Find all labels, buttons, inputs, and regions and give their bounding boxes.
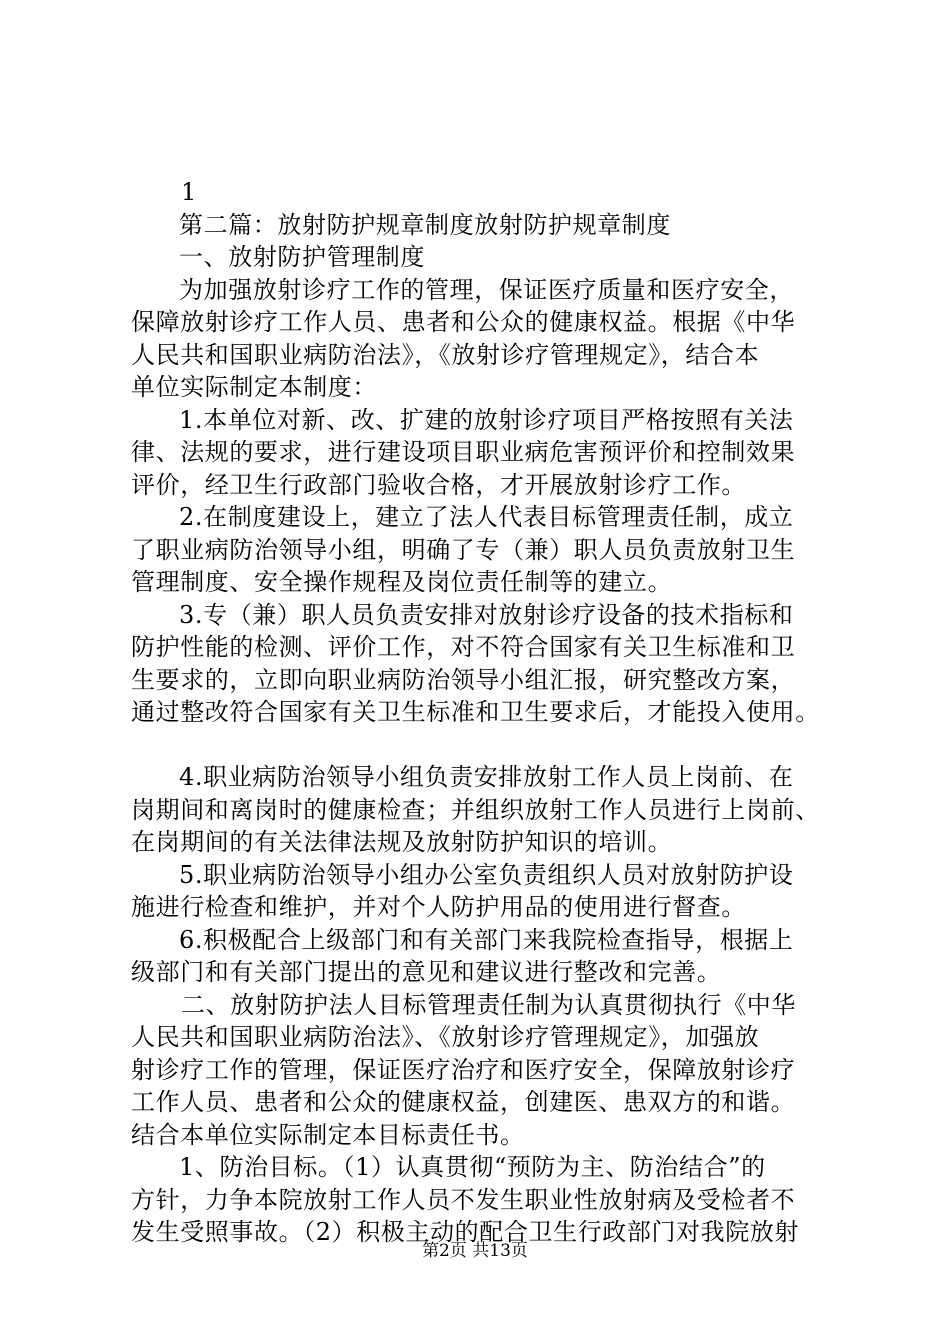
paragraph-line: 5.职业病防治领导小组办公室负责组织人员对放射防护设 [179, 860, 794, 889]
paragraph-line: 生要求的，立即向职业病防治领导小组汇报，研究整改方案， [131, 665, 796, 694]
paragraph-line: 在岗期间的有关法律法规及放射防护知识的培训。 [131, 828, 673, 856]
paragraph-line: 评价，经卫生行政部门验收合格，才开展放射诊疗工作。 [131, 470, 746, 499]
paragraph-line: 岗期间和离岗时的健康检查；并组织放射工作人员进行上岗前、 [131, 795, 820, 824]
paragraph-line: 方针，力争本院放射工作人员不发生职业性放射病及受检者不 [131, 1185, 796, 1214]
paragraph-line: 防护性能的检测、评价工作，对不符合国家有关卫生标准和卫 [131, 633, 796, 661]
paragraph-line: 4.职业病防治领导小组负责安排放射工作人员上岗前、在 [179, 763, 794, 791]
paragraph-line: 单位实际制定本制度： [131, 373, 377, 401]
paragraph-line: 保障放射诊疗工作人员、患者和公众的健康权益。根据《中华 [131, 308, 796, 336]
paragraph-line: 人民共和国职业病防治法》、《放射诊疗管理规定》，加强放 [131, 1023, 760, 1051]
paragraph-line: 6.积极配合上级部门和有关部门来我院检查指导，根据上 [179, 925, 794, 954]
paragraph-line: 3.专（兼）职人员负责安排对放射诊疗设备的技术指标和 [179, 600, 794, 629]
paragraph-line: 2.在制度建设上，建立了法人代表目标管理责任制，成立 [179, 503, 794, 531]
paragraph-line: 发生受照事故。（2）积极主动的配合卫生行政部门对我院放射 [131, 1218, 800, 1246]
paragraph-line: 级部门和有关部门提出的意见和建议进行整改和完善。 [131, 958, 722, 986]
paragraph-line: 1.本单位对新、改、扩建的放射诊疗项目严格按照有关法 [179, 405, 794, 434]
page-marker: 1 [181, 178, 197, 206]
paragraph-line: 通过整改符合国家有关卫生标准和卫生要求后，才能投入使用。 [131, 698, 820, 726]
paragraph-line: 人民共和国职业病防治法》，《放射诊疗管理规定》，结合本 [131, 340, 760, 369]
paragraph-line: 射诊疗工作的管理，保证医疗治疗和医疗安全，保障放射诊疗 [131, 1055, 796, 1084]
page-footer: 第2页 共13页 [422, 1241, 528, 1261]
paragraph-line: 结合本单位实际制定本目标责任书。 [131, 1120, 525, 1149]
paragraph-line: 律、法规的要求，进行建设项目职业病危害预评价和控制效果 [131, 438, 796, 466]
section-heading: 一、放射防护管理制度 [179, 243, 425, 271]
paragraph-line: 1、防治目标。（1）认真贯彻“预防为主、防治结合”的 [179, 1153, 766, 1181]
document-title: 第二篇：放射防护规章制度放射防护规章制度 [179, 210, 671, 239]
paragraph-line: 为加强放射诊疗工作的管理，保证医疗质量和医疗安全， [179, 275, 794, 304]
document-body [131, 176, 831, 1249]
paragraph-line: 工作人员、患者和公众的健康权益，创建医、患双方的和谐。 [131, 1088, 796, 1116]
blank-line [131, 729, 831, 762]
paragraph-line: 管理制度、安全操作规程及岗位责任制等的建立。 [131, 568, 673, 596]
paragraph-line: 施进行检查和维护，并对个人防护用品的使用进行督查。 [131, 893, 746, 921]
paragraph-line: 了职业病防治领导小组，明确了专（兼）职人员负责放射卫生 [131, 535, 796, 564]
paragraph-line: 二、放射防护法人目标管理责任制为认真贯彻执行《中华 [181, 990, 796, 1019]
